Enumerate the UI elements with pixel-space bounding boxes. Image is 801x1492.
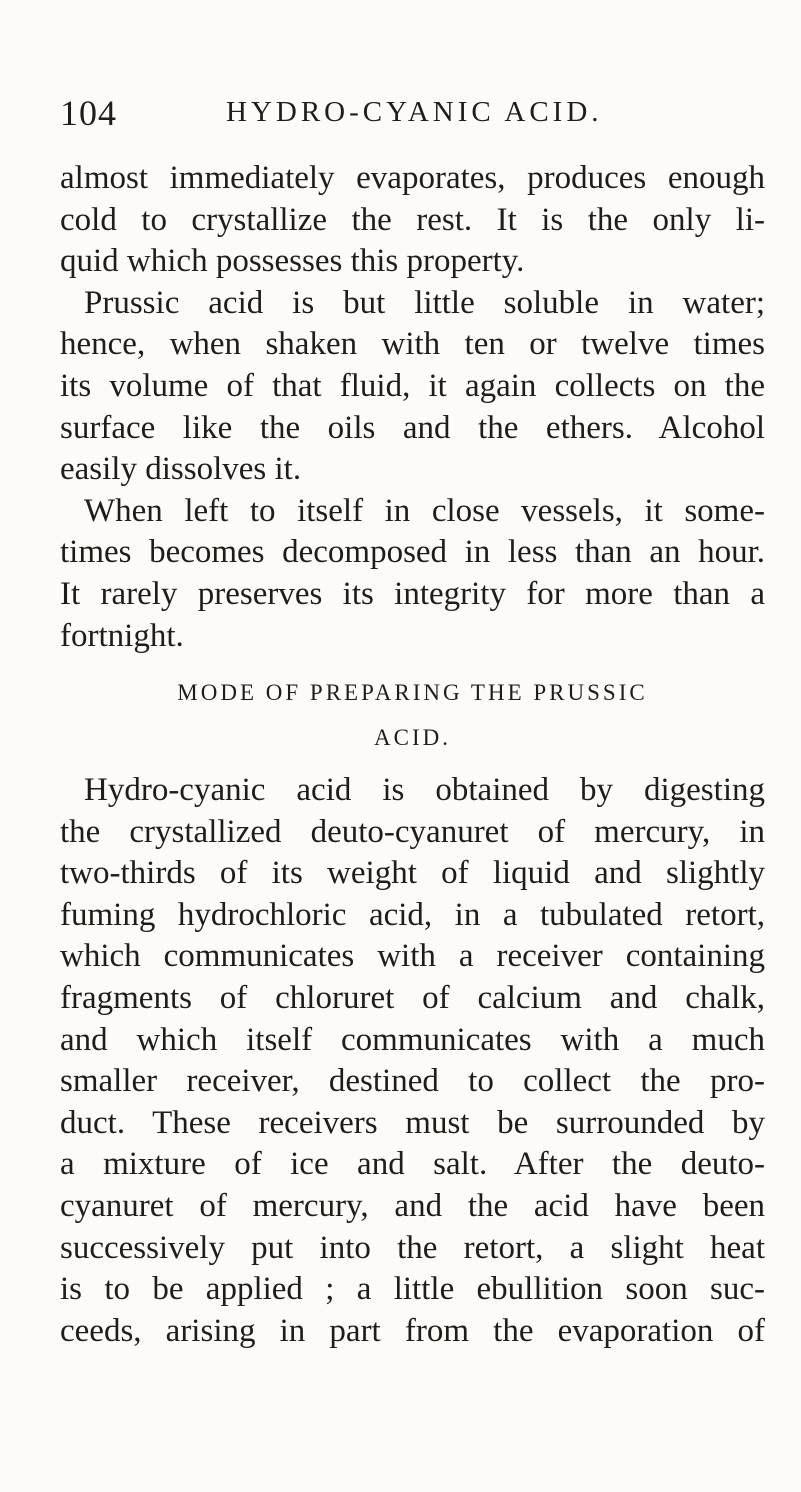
text-line: It rarely preserves its integrity for more than a xyxy=(60,575,765,612)
text-line: two-thirds of its weight of liquid and slightly xyxy=(60,855,765,892)
body-text-bottom xyxy=(60,770,765,1352)
text-line: which communicates with a receiver containing xyxy=(60,938,765,975)
page-number: 104 xyxy=(60,93,117,133)
running-title: HYDRO-CYANIC ACID. xyxy=(226,96,603,128)
text-line: When left to itself in close vessels, it some- xyxy=(84,492,765,529)
text-line: ceeds, arising in part from the evaporation of xyxy=(60,1312,765,1349)
text-line: cold to crystallize the rest. It is the only li- xyxy=(60,201,765,238)
text-line: cyanuret of mercury, and the acid have been xyxy=(60,1187,765,1224)
text-line: a mixture of ice and salt. After the deuto- xyxy=(60,1146,765,1183)
text-line: and which itself communicates with a much xyxy=(60,1021,765,1058)
text-line: surface like the oils and the ethers. Alcohol xyxy=(60,409,765,446)
text-line: its volume of that fluid, it again collects on the xyxy=(60,367,765,404)
body-text-top xyxy=(60,158,765,657)
text-line: fragments of chloruret of calcium and chalk, xyxy=(60,979,765,1016)
text-line: smaller receiver, destined to collect the pro- xyxy=(60,1063,765,1100)
section-heading: MODE OF PREPARING THE PRUSSIC xyxy=(177,680,648,705)
section-heading-continued: ACID. xyxy=(374,725,451,750)
text-line: duct. These receivers must be surrounded by xyxy=(60,1104,765,1141)
text-line: hence, when shaken with ten or twelve times xyxy=(60,326,765,363)
running-head xyxy=(60,92,760,136)
text-line: Prussic acid is but little soluble in water; xyxy=(84,284,765,321)
text-line: the crystallized deuto-cyanuret of mercury, in xyxy=(60,813,765,850)
text-line: quid which possesses this property. xyxy=(60,243,525,280)
text-line: almost immediately evaporates, produces enough xyxy=(60,160,765,196)
text-line: is to be applied ; a little ebullition soon suc- xyxy=(60,1271,765,1308)
text-line: times becomes decomposed in less than an hour. xyxy=(60,534,765,571)
text-line: successively put into the retort, a slight heat xyxy=(60,1229,765,1266)
text-line: fortnight. xyxy=(60,617,184,654)
text-line: fuming hydrochloric acid, in a tubulated retort, xyxy=(60,896,765,933)
text-line: easily dissolves it. xyxy=(60,451,302,488)
text-line: Hydro-cyanic acid is obtained by digesting xyxy=(84,772,765,808)
